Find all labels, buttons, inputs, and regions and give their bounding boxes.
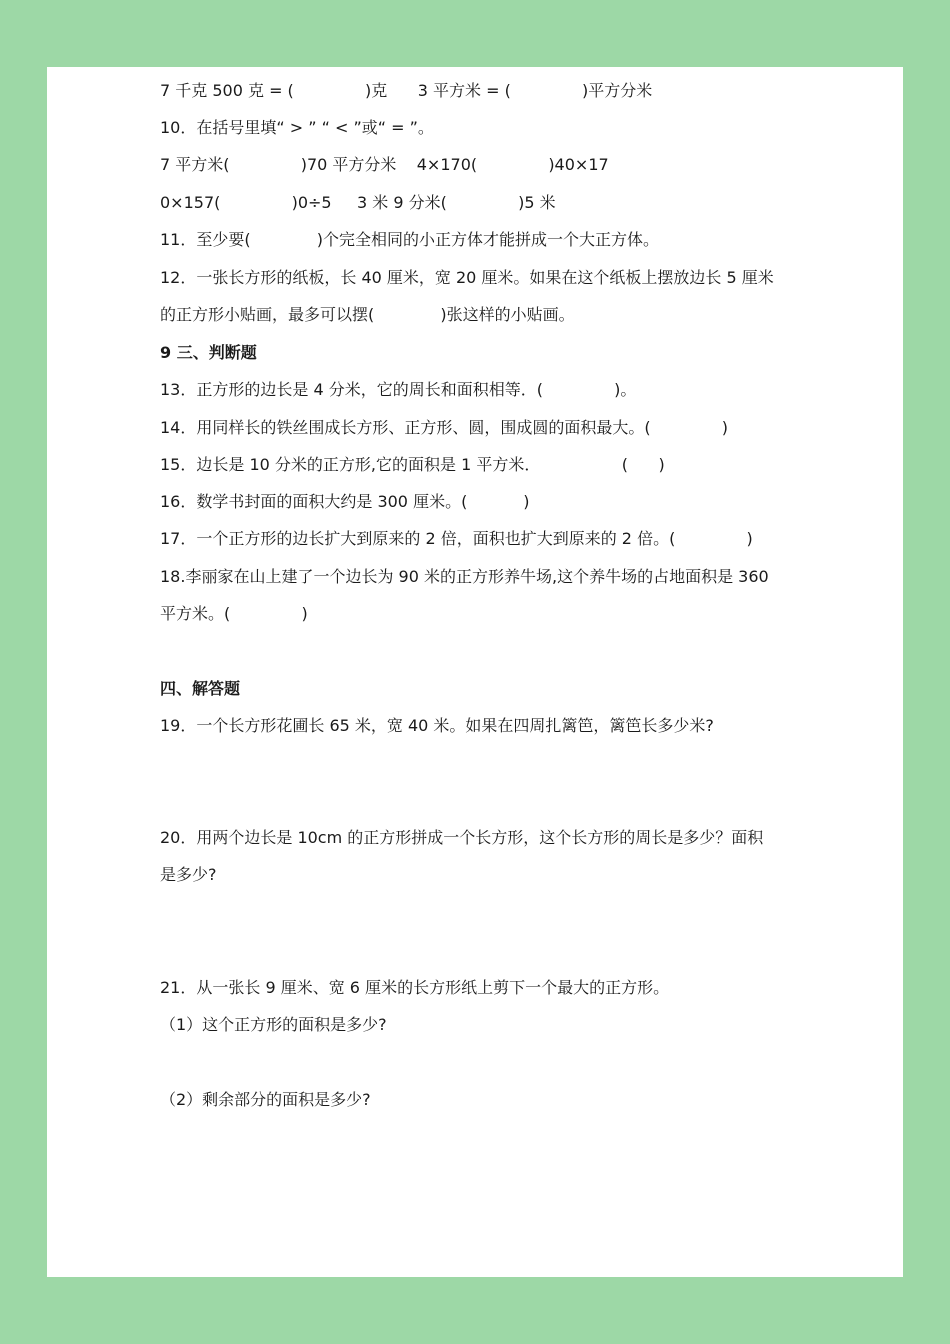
- section-heading-judgement: 9 三、判断题: [160, 343, 257, 362]
- question-21-part-1: （1）这个正方形的面积是多少?: [160, 1015, 387, 1034]
- question-18-line-2: 平方米。( ): [160, 604, 308, 623]
- question-12-line-1: 12．一张长方形的纸板，长 40 厘米，宽 20 厘米。如果在这个纸板上摆放边长 5 厘米: [160, 268, 774, 287]
- question-10-compare-row-1: 7 平方米( )70 平方分米 4×170( )40×17: [160, 155, 609, 174]
- question-20-line-2: 是多少?: [160, 865, 217, 884]
- question-10-compare-row-2: 0×157( )0÷5 3 米 9 分米( )5 米: [160, 193, 556, 212]
- question-21-part-2: （2）剩余部分的面积是多少?: [160, 1090, 371, 1109]
- section-heading-solutions: 四、解答题: [160, 679, 241, 698]
- fill-blank-conversions-line: 7 千克 500 克 = ( )克 3 平方米 = ( )平方分米: [160, 81, 653, 100]
- question-18-line-1: 18.李丽家在山上建了一个边长为 90 米的正方形养牛场,这个养牛场的占地面积是 360: [160, 567, 769, 586]
- question-11: 11．至少要( )个完全相同的小正方体才能拼成一个大正方体。: [160, 230, 659, 249]
- question-17: 17．一个正方形的边长扩大到原来的 2 倍，面积也扩大到原来的 2 倍。( ): [160, 529, 753, 548]
- question-10: 10．在括号里填“ > ” “ < ”或“ = ”。: [160, 118, 434, 137]
- question-13: 13．正方形的边长是 4 分米，它的周长和面积相等．( )。: [160, 380, 637, 399]
- question-21: 21．从一张长 9 厘米、宽 6 厘米的长方形纸上剪下一个最大的正方形。: [160, 978, 670, 997]
- question-16: 16．数学书封面的面积大约是 300 厘米。( ): [160, 492, 530, 511]
- question-15: 15．边长是 10 分米的正方形,它的面积是 1 平方米． ( ): [160, 455, 665, 474]
- question-14: 14．用同样长的铁丝围成长方形、正方形、圆，围成圆的面积最大。( ): [160, 418, 729, 437]
- question-19: 19．一个长方形花圃长 65 米，宽 40 米。如果在四周扎篱笆，篱笆长多少米?: [160, 716, 714, 735]
- question-20-line-1: 20．用两个边长是 10cm 的正方形拼成一个长方形，这个长方形的周长是多少？面积: [160, 828, 764, 847]
- question-12-line-2: 的正方形小贴画，最多可以摆( )张这样的小贴画。: [160, 305, 575, 324]
